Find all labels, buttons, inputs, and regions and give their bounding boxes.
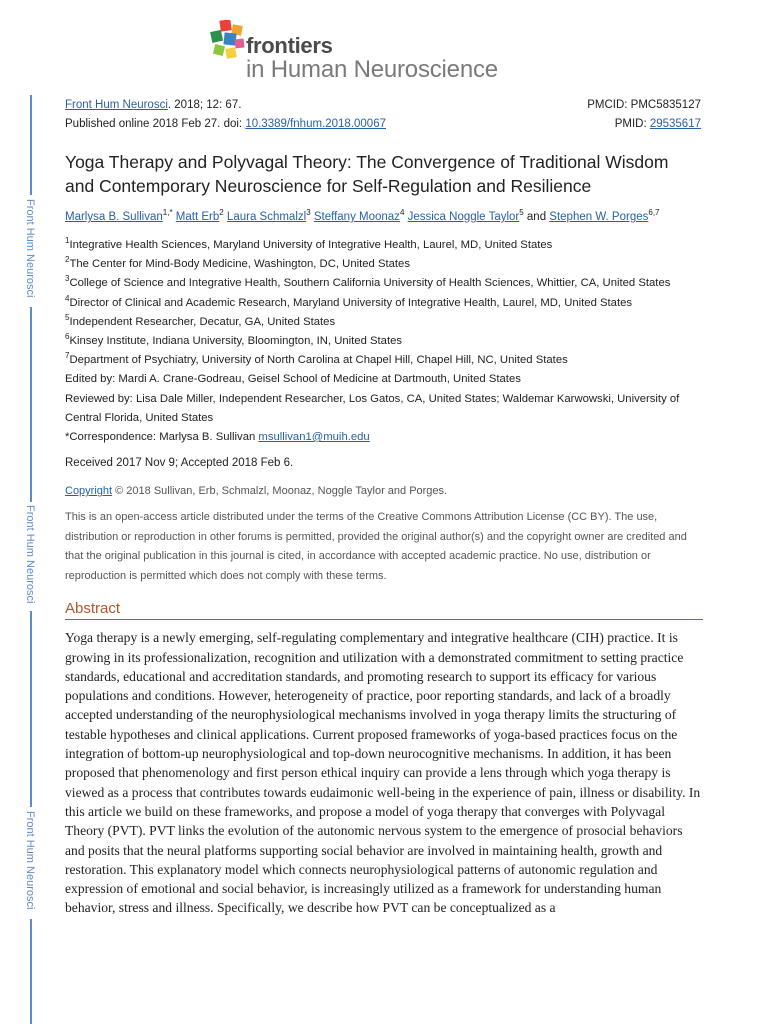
reviewed-by: Reviewed by: Lisa Dale Miller, Independent Researcher, Los Gatos, CA, United States; Waldemar Karwowski, University of Central Florida, United States [65, 392, 680, 424]
license-text: This is an open-access article distributed under the terms of the Creative Commons Attribution License (CC BY). The use, distribution or reproduction in other forums is permitted, provided the original author(s) and the copyright owner are credited and that the original publication in this journal is cited, in accordance with accepted academic practice. No use, distribution or reproduction is permitted which does not comply with these terms. [65, 511, 687, 582]
affiliation-text: Department of Psychiatry, University of North Carolina at Chapel Hill, Chapel Hill, NC, United States [69, 354, 568, 367]
abstract-body: Yoga therapy is a newly emerging, self-regulating complementary and integrative healthcare (CIH) practice. It is growing in its professionalization, recognition and utilization with a demonstrated commitment to setting practice standards, educational and accreditation standards, and promoting research to support its efficacy for various populations and conditions. However, heterogeneity of practice, poor reporting standards, and lack of a broadly accepted understanding of the neurophysiological mechanisms involved in yoga therapy limits the structuring of testable hypotheses and clinical applications. Current proposed frameworks of yoga-based practices focus on the integration of bottom-up neurophysiological and top-down neurocognitive mechanisms. In addition, it has been proposed that phenomenology and first person ethical inquiry can provide a lens through which yoga therapy is viewed as a process that contributes towards eudaimonic well-being in the experience of pain, illness or disability. In this article we build on these frameworks, and propose a model of yoga therapy that converges with Polyvagal Theory (PVT). PVT links the evolution of the autonomic nervous system to the emergence of prosocial behaviors and posits that the neural platforms supporting social behavior are involved in maintaining health, growth and restoration. This explanatory model which connects neurophysiological patterns of autonomic regulation and expression of emotional and social behavior, is increasingly utilized as a framework for understanding human behavior, stress and illness. Specifically, we describe how PVT can be conceptualized as a [65, 630, 701, 916]
affiliation-list [65, 236, 701, 370]
citation-row [65, 96, 701, 115]
author-separator: and [523, 211, 550, 223]
copyright-link[interactable]: Copyright [65, 485, 113, 498]
affiliation-number: 5 [65, 312, 70, 322]
copyright-text: © 2018 Sullivan, Erb, Schmalzl, Moonaz, Noggle Taylor and Porges. [112, 485, 448, 498]
correspondence-label: *Correspondence: Marlysa B. Sullivan [65, 431, 259, 444]
journal-link[interactable]: Front Hum Neurosci [65, 99, 168, 111]
rail-label: Front Hum Neurosci [24, 199, 36, 298]
affiliation [65, 313, 701, 332]
affiliation-number: 7 [65, 351, 70, 361]
editorial-info [65, 370, 701, 447]
citation [65, 96, 241, 115]
author-link[interactable]: Matt Erb [175, 211, 220, 223]
pmid [615, 115, 701, 134]
citation-volume: . 2018; 12: 67. [167, 99, 242, 111]
affiliation-text: Director of Clinical and Academic Research, Maryland University of Integrative Health, Laurel, MD, United States [69, 296, 633, 309]
rail-line [30, 95, 32, 195]
affiliation [65, 351, 701, 370]
author-affiliation-marker: 6,7 [648, 208, 660, 217]
edited-by: Edited by: Mardi A. Crane-Godreau, Geisel School of Medicine at Dartmouth, United States [65, 373, 521, 386]
affiliation [65, 274, 701, 293]
pmid-label: PMID: [614, 118, 650, 130]
author-affiliation-marker: 4 [399, 208, 405, 217]
affiliation-text: College of Science and Integrative Health, Southern California University of Health Sciences, Whittier, CA, United States [69, 277, 671, 290]
author-affiliation-marker: 5 [519, 208, 524, 217]
pmcid: PMCID: PMC5835127 [587, 99, 701, 111]
author-link[interactable]: Marlysa B. Sullivan [65, 211, 163, 223]
rail-label: Front Hum Neurosci [24, 505, 36, 604]
affiliation [65, 236, 701, 255]
affiliation-number: 4 [65, 293, 70, 303]
doi-link[interactable]: 10.3389/fnhum.2018.00067 [245, 118, 386, 130]
journal-logo [208, 20, 548, 82]
author-link[interactable]: Laura Schmalzl [226, 211, 307, 223]
side-rail [22, 95, 38, 1024]
published-date [65, 115, 386, 134]
received-dates: Received 2017 Nov 9; Accepted 2018 Feb 6. [65, 457, 294, 470]
pmid-link[interactable]: 29535617 [649, 118, 701, 130]
article-content [65, 96, 701, 918]
rail-line [30, 307, 32, 502]
copyright [65, 482, 701, 501]
affiliation-text: Integrative Health Sciences, Maryland University of Integrative Health, Laurel, MD, United States [69, 239, 553, 251]
affiliation [65, 332, 701, 351]
logo-journal-name: in Human Neuroscience [246, 56, 498, 83]
author-affiliation-marker: 2 [219, 208, 224, 217]
rail-label: Front Hum Neurosci [24, 811, 36, 910]
affiliation-number: 2 [65, 255, 70, 265]
affiliation-text: The Center for Mind-Body Medicine, Washington, DC, United States [69, 258, 410, 271]
author-link[interactable]: Stephen W. Porges [549, 211, 649, 223]
affiliation [65, 255, 701, 274]
author-list [65, 208, 701, 227]
affiliation-number: 6 [65, 332, 70, 342]
publication-row [65, 115, 701, 134]
affiliation-number: 1 [65, 236, 70, 245]
author-link[interactable]: Steffany Moonaz [313, 211, 400, 223]
frontiers-logo-icon [208, 20, 248, 64]
article-title: Yoga Therapy and Polyvagal Theory: The Convergence of Traditional Wisdom and Contemporary Neuroscience for Self-Regulation and Resilience [65, 152, 669, 196]
email-link[interactable]: msullivan1@muih.edu [258, 431, 370, 444]
abstract-heading: Abstract [65, 600, 703, 620]
affiliation-text: Independent Researcher, Decatur, GA, United States [69, 315, 336, 328]
affiliation [65, 294, 701, 313]
affiliation-number: 3 [65, 274, 70, 284]
published-label: Published online 2018 Feb 27. doi: [65, 118, 246, 130]
author-link[interactable]: Jessica Noggle Taylor [407, 211, 520, 223]
rail-line [30, 611, 32, 807]
affiliation-text: Kinsey Institute, Indiana University, Bloomington, IN, United States [69, 335, 403, 348]
author-affiliation-marker: 1,* [162, 208, 173, 217]
rail-line [30, 919, 32, 1024]
author-affiliation-marker: 3 [306, 208, 311, 217]
correspondence [65, 428, 701, 447]
logo-wordmark: frontiers [246, 33, 333, 58]
